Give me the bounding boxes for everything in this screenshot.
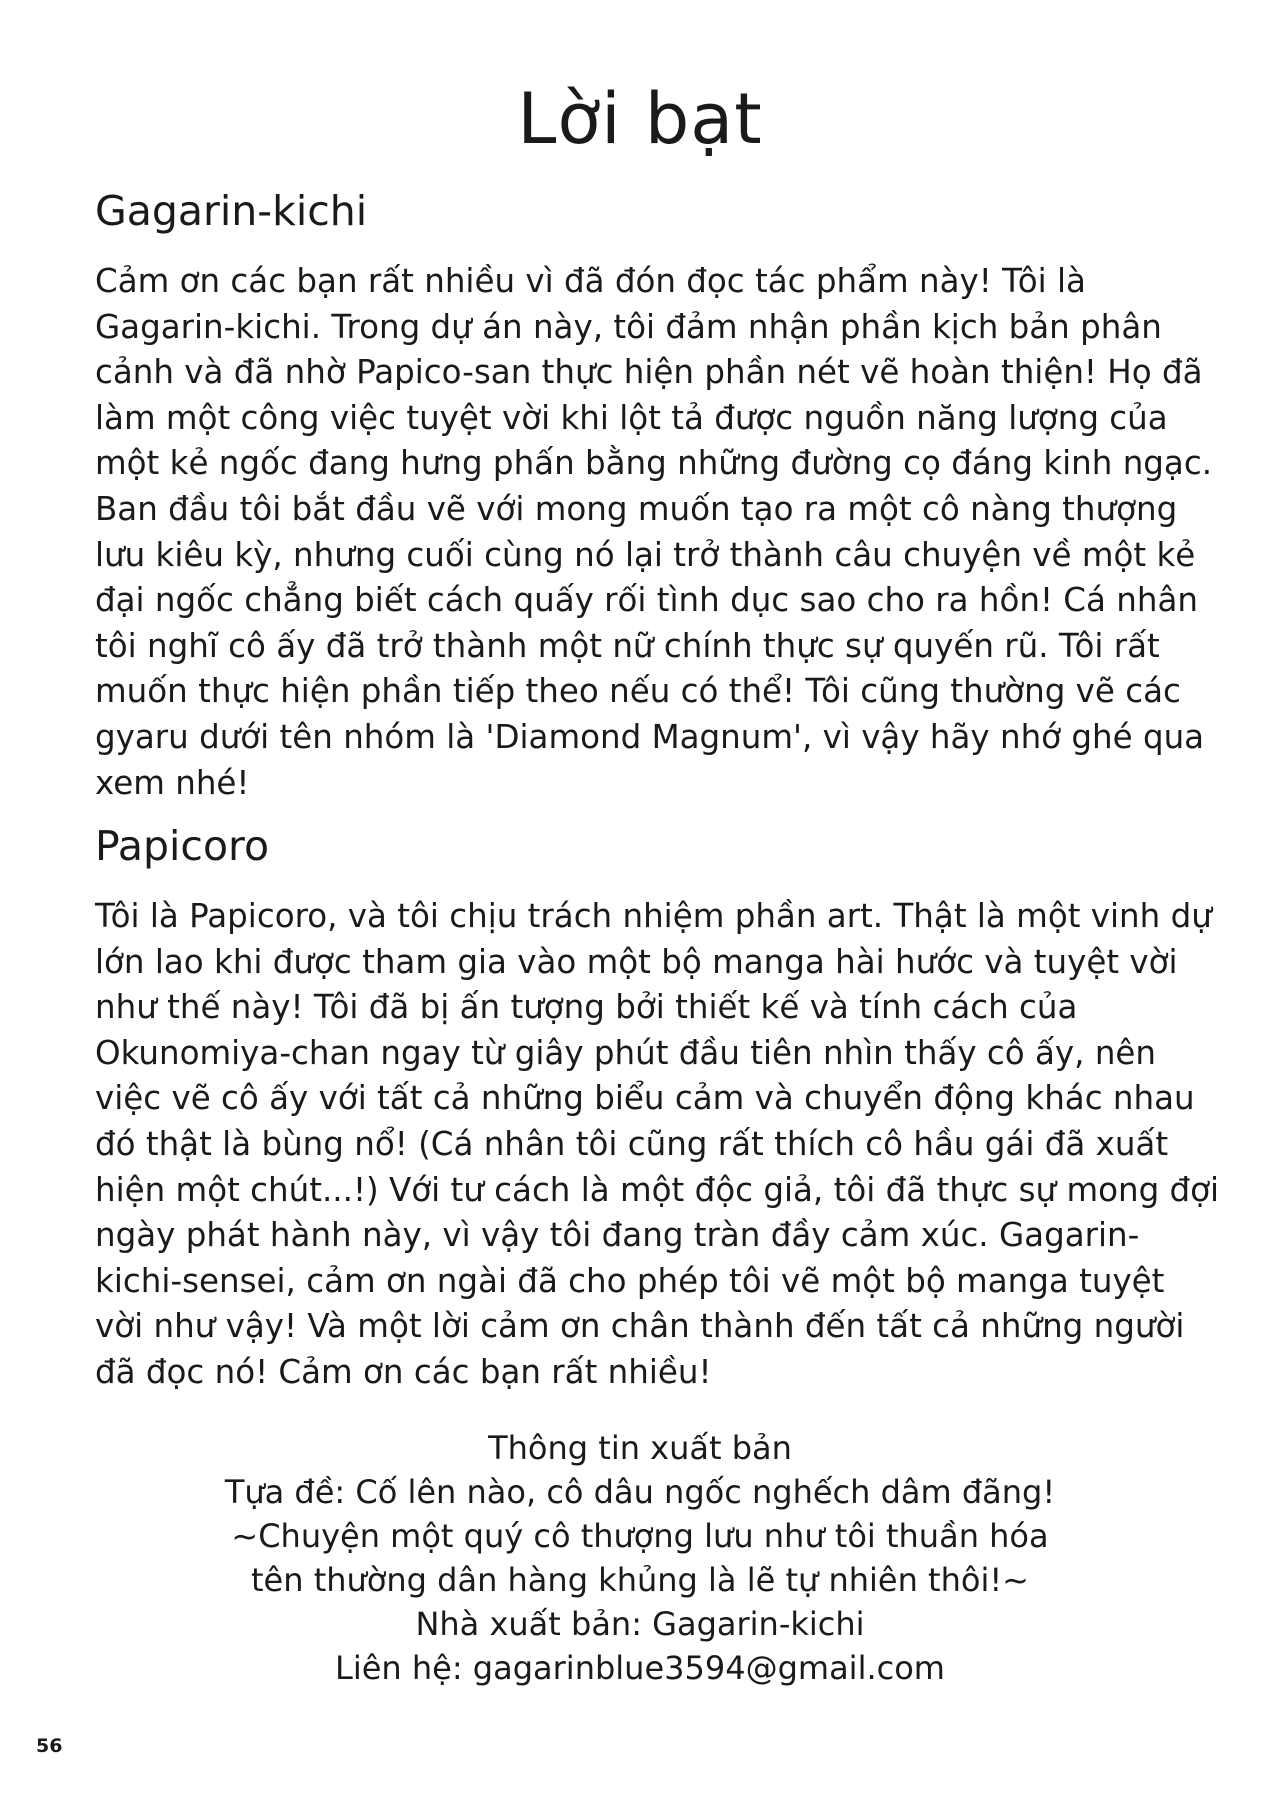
section-author-heading: Gagarin-kichi xyxy=(95,187,368,235)
section-author-heading: Papicoro xyxy=(95,822,270,870)
afterword-section-papicoro xyxy=(95,822,1220,1396)
publication-subtitle-line-1: ~Chuyện một quý cô thượng lưu như tôi thuần hóa xyxy=(231,1517,1049,1555)
section-body-text: Tôi là Papicoro, và tôi chịu trách nhiệm phần art. Thật là một vinh dự lớn lao khi được tham gia vào một bộ manga hài hước và tuyệt vời như thế này! Tôi đã bị ấn tượng bởi thiết kế và tính cách của Okunomiya-chan ngay từ giây phút đầu tiên nhìn thấy cô ấy, nên việc vẽ cô ấy với tất cả những biểu cảm và chuyển động khác nhau đó thật là bùng nổ! (Cá nhân tôi cũng rất thích cô hầu gái đã xuất hiện một chút...!) Với tư cách là một độc giả, tôi đã thực sự mong đợi ngày phát hành này, vì vậy tôi đang tràn đầy cảm xúc. Gagarin-kichi-sensei, cảm ơn ngài đã cho phép tôi vẽ một bộ manga tuyệt vời như vậy! Và một lời cảm ơn chân thành đến tất cả những người đã đọc nó! Cảm ơn các bạn rất nhiều! xyxy=(95,897,1220,1391)
publication-info xyxy=(0,1426,1280,1690)
publication-subtitle-line-2: tên thường dân hàng khủng là lẽ tự nhiên thôi!~ xyxy=(251,1561,1029,1599)
page-title: Lời bạt xyxy=(517,78,763,160)
contact-email-line: Liên hệ: gagarinblue3594@gmail.com xyxy=(335,1649,945,1687)
afterword-section-gagarin-kichi xyxy=(95,187,1220,806)
publisher-line: Nhà xuất bản: Gagarin-kichi xyxy=(415,1605,865,1643)
page-number: 56 xyxy=(36,1735,63,1757)
section-body-text: Cảm ơn các bạn rất nhiều vì đã đón đọc tác phẩm này! Tôi là Gagarin-kichi. Trong dự án này, tôi đảm nhận phần kịch bản phân cảnh và đã nhờ Papico-san thực hiện phần nét vẽ hoàn thiện! Họ đã làm một công việc tuyệt vời khi lột tả được nguồn năng lượng của một kẻ ngốc đang hưng phấn bằng những đường cọ đáng kinh ngạc. Ban đầu tôi bắt đầu vẽ với mong muốn tạo ra một cô nàng thượng lưu kiêu kỳ, nhưng cuối cùng nó lại trở thành câu chuyện về một kẻ đại ngốc chẳng biết cách quấy rối tình dục sao cho ra hồn! Cá nhân tôi nghĩ cô ấy đã trở thành một nữ chính thực sự quyến rũ. Tôi rất muốn thực hiện phần tiếp theo nếu có thể! Tôi cũng thường vẽ các gyaru dưới tên nhóm là 'Diamond Magnum', vì vậy hãy nhớ ghé qua xem nhé! xyxy=(95,262,1213,802)
publication-title-line: Tựa đề: Cố lên nào, cô dâu ngốc nghếch dâm đãng! xyxy=(224,1473,1056,1511)
publication-info-heading: Thông tin xuất bản xyxy=(488,1429,792,1467)
